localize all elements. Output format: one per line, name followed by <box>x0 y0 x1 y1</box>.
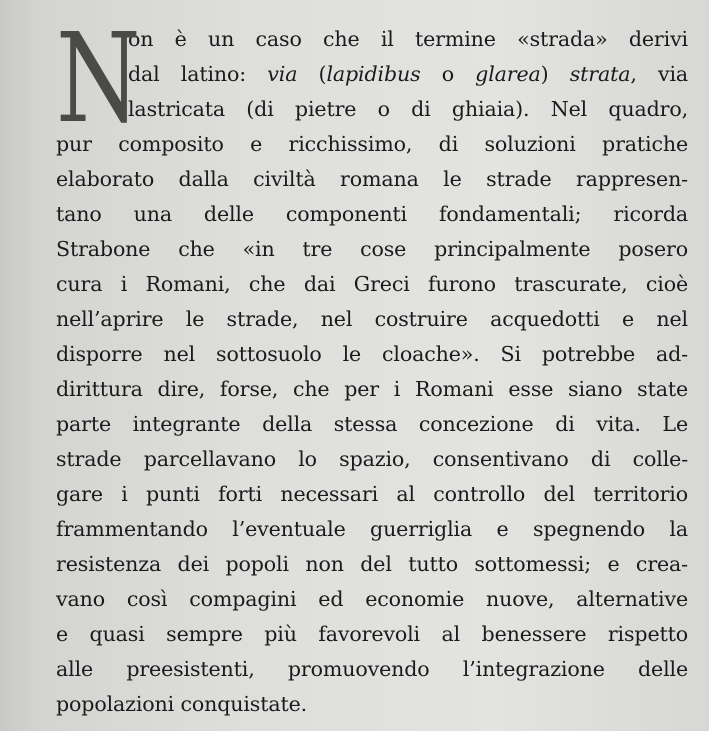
text-line-18 <box>56 617 688 652</box>
line-text: ( <box>297 62 327 86</box>
text-line-19 <box>56 652 688 687</box>
text-line-3 <box>56 92 688 127</box>
line-text: nell’aprire le strade, nel costruire acquedotti e nel <box>56 307 688 331</box>
line-text: o <box>420 62 476 86</box>
text-line-10 <box>56 337 688 372</box>
text-line-12 <box>56 407 688 442</box>
line-text: vano così compagini ed economie nuove, alternative <box>56 587 688 611</box>
text-line-9 <box>56 302 688 337</box>
line-text: ) <box>540 62 570 86</box>
italic-word: via <box>267 62 298 86</box>
bleed-through-text-bottom <box>52 721 669 731</box>
line-text: on è un caso che il termine «strada» derivi <box>128 27 688 51</box>
line-text: , via <box>630 62 689 86</box>
text-line-5 <box>56 162 688 197</box>
line-text: strade parcellavano lo spazio, consentivano di colle- <box>56 447 688 471</box>
text-line-2 <box>56 57 688 92</box>
line-text: tano una delle componenti fondamentali; ricorda <box>56 202 688 226</box>
line-text: cura i Romani, che dai Greci furono trascurate, cioè <box>56 272 688 296</box>
line-text: e quasi sempre più favorevoli al benessere rispetto <box>56 622 688 646</box>
line-text: frammentando l’eventuale guerriglia e spegnendo la <box>56 517 688 541</box>
line-text: alle preesistenti, promuovendo l’integrazione delle <box>56 657 688 681</box>
text-line-8 <box>56 267 688 302</box>
text-line-16 <box>56 547 688 582</box>
text-line-15 <box>56 512 688 547</box>
text-line-6 <box>56 197 688 232</box>
line-text: parte integrante della stessa concezione di vita. Le <box>56 412 688 436</box>
text-line-14 <box>56 477 688 512</box>
drop-cap: N <box>56 7 141 151</box>
text-line-20 <box>56 687 688 722</box>
line-text: lastricata (di pietre o di ghiaia). Nel quadro, <box>128 97 688 121</box>
line-text: dal latino: <box>128 62 268 86</box>
text-line-1 <box>56 22 688 57</box>
italic-word: glarea <box>475 62 541 86</box>
text-line-7 <box>56 232 688 267</box>
line-text: pur composito e ricchissimo, di soluzioni pratiche <box>56 132 688 156</box>
text-line-4 <box>56 127 688 162</box>
book-page <box>56 7 689 722</box>
text-line-11 <box>56 372 688 407</box>
line-text: resistenza dei popoli non del tutto sottomessi; e crea- <box>56 552 688 576</box>
line-text: dirittura dire, forse, che per i Romani esse siano state <box>56 377 688 401</box>
line-text: disporre nel sottosuolo le cloache». Si potrebbe ad- <box>56 342 688 366</box>
line-text: Strabone che «in tre cose principalmente posero <box>56 237 688 261</box>
bleed-through-text-top <box>52 0 669 10</box>
line-text: elaborato dalla civiltà romana le strade rappresen- <box>56 167 688 191</box>
italic-word: strata <box>569 62 631 86</box>
italic-word: lapidibus <box>326 62 421 86</box>
text-line-17 <box>56 582 688 617</box>
text-line-13 <box>56 442 688 477</box>
line-text: popolazioni conquistate. <box>56 692 308 716</box>
line-text: gare i punti forti necessari al controllo del territorio <box>56 482 688 506</box>
